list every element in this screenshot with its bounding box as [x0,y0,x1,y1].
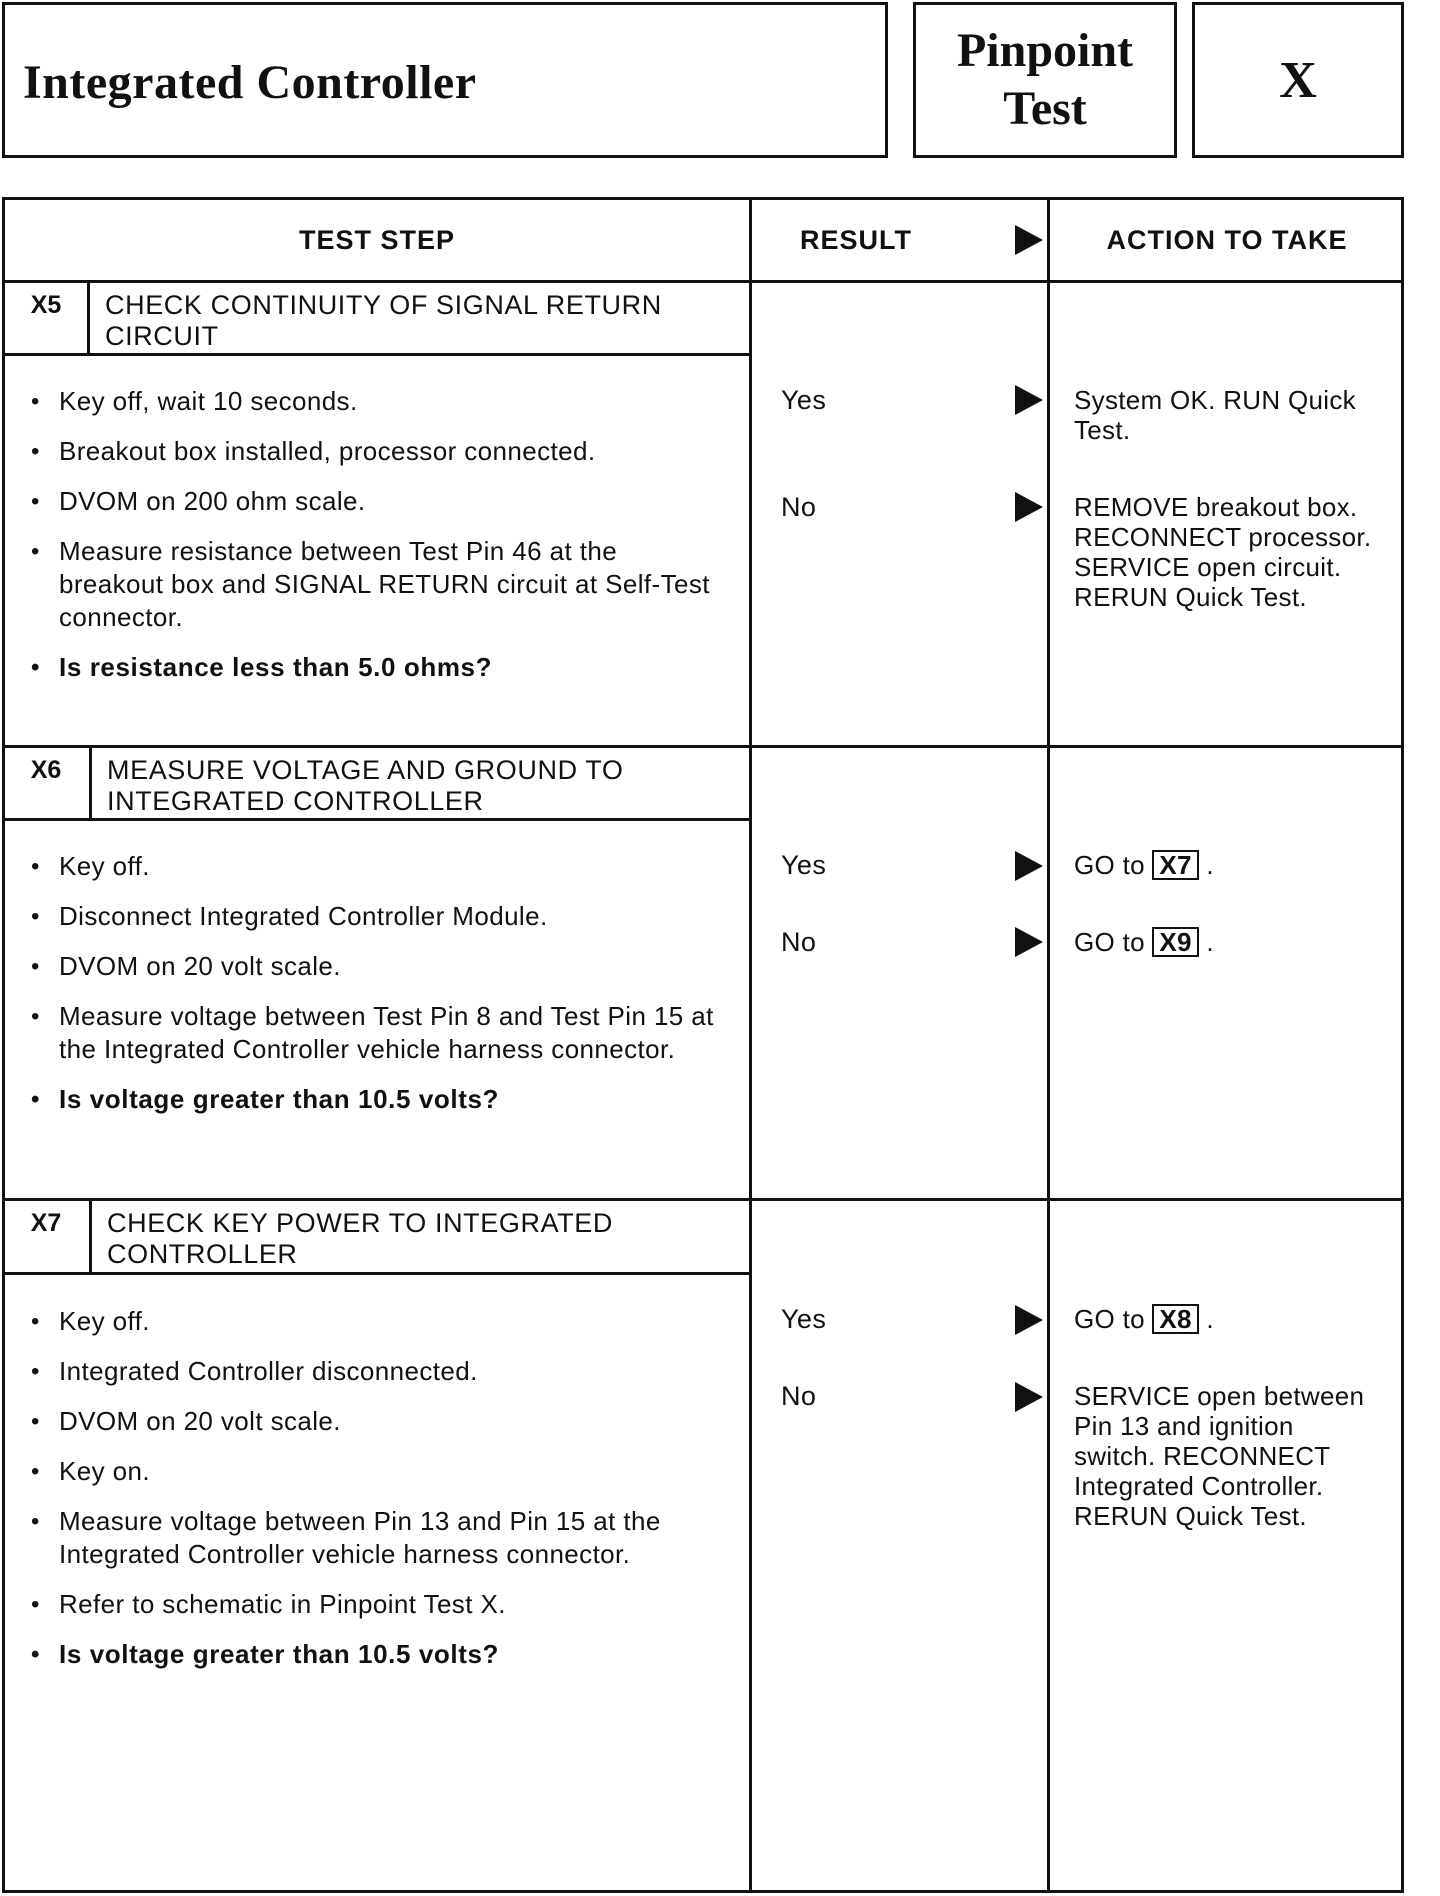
instruction-item: • Refer to schematic in Pinpoint Test X. [31,1588,731,1621]
title-box [2,2,888,158]
action-yes-x5: System OK. RUN Quick Test. [1074,385,1356,445]
step-divider [5,1198,1401,1201]
pinpoint-table [2,197,1404,1893]
pinpoint-line1: Pinpoint [956,24,1134,77]
step-ref-x9[interactable]: X9 [1152,927,1198,957]
step-question: • Is voltage greater than 10.5 volts? [31,1083,731,1116]
action-suffix: . [1206,1304,1214,1334]
action-suffix: . [1206,850,1214,880]
instruction-item: • DVOM on 200 ohm scale. [31,485,731,518]
header-divider [5,280,1401,283]
result-arrow-icon [1015,385,1043,415]
pinpoint-test-label [957,22,1133,138]
action-no-x5: REMOVE breakout box. RECONNECT processor. SERVICE open circuit. RERUN Quick Test. [1074,492,1372,612]
step-id-divider [87,280,90,353]
instruction-item: • Key off, wait 10 seconds. [31,385,731,418]
instruction-item: • Breakout box installed, processor connected. [31,435,731,468]
step-id-divider [89,745,92,818]
result-yes-x6: Yes [781,850,827,880]
header-test-step: TEST STEP [298,224,456,255]
instruction-item: • Measure voltage between Test Pin 8 and Test Pin 15 at the Integrated Controller vehicle harness connector. [31,1000,749,1066]
instruction-item: • Measure resistance between Test Pin 46 at the breakout box and SIGNAL RETURN circuit at Self-Test connector. [31,535,719,634]
result-arrow-icon [1015,927,1043,957]
result-no-x7: No [781,1381,817,1411]
step-id-x5: X5 [30,291,62,319]
step-divider [5,745,1401,748]
action-goto-text: GO to [1074,927,1145,957]
header-action: ACTION TO TAKE [1106,224,1348,255]
action-yes-x6 [1074,850,1404,880]
step-title-x7: CHECK KEY POWER TO INTEGRATED CONTROLLER [107,1208,613,1269]
step-question: • Is voltage greater than 10.5 volts? [31,1638,731,1671]
result-arrow-icon [1015,851,1043,881]
action-goto-text: GO to [1074,1304,1145,1334]
step-title-x6: MEASURE VOLTAGE AND GROUND TO INTEGRATED CONTROLLER [107,755,624,816]
step-title-x5: CHECK CONTINUITY OF SIGNAL RETURN CIRCUIT [105,290,662,351]
action-suffix: . [1206,927,1214,957]
instruction-item: • Integrated Controller disconnected. [31,1355,731,1388]
result-no-x6: No [781,927,817,957]
section-box [1192,2,1404,158]
step-question: • Is resistance less than 5.0 ohms? [31,651,731,684]
step-ref-x7[interactable]: X7 [1152,850,1198,880]
step-id-divider [89,1198,92,1272]
instruction-item: • DVOM on 20 volt scale. [31,950,731,983]
column-divider [1047,200,1050,1890]
instruction-item: • Key off. [31,1305,731,1338]
section-letter: X [1279,51,1317,109]
action-goto-text: GO to [1074,850,1145,880]
step-id-x7: X7 [30,1209,62,1237]
header-result: RESULT [800,224,912,255]
pinpoint-line2: Test [1003,82,1087,135]
action-no-x6 [1074,927,1404,957]
instruction-item: • Measure voltage between Pin 13 and Pin 15 at the Integrated Controller vehicle harness connector. [31,1505,719,1571]
result-no-x5: No [781,492,817,522]
result-arrow-icon [1015,225,1043,255]
result-arrow-icon [1015,1305,1043,1335]
instruction-item: • Key on. [31,1455,731,1488]
instruction-list-x7 [31,1305,731,1688]
instruction-item: • Key off. [31,850,731,883]
result-yes-x5: Yes [781,385,827,415]
instruction-list-x5 [31,385,731,701]
instruction-list-x6 [31,850,731,1133]
step-title-divider [5,818,749,821]
step-title-divider [5,353,749,356]
step-title-divider [5,1272,749,1275]
page-title: Integrated Controller [23,56,477,109]
result-yes-x7: Yes [781,1304,827,1334]
instruction-item: • DVOM on 20 volt scale. [31,1405,731,1438]
instruction-item: • Disconnect Integrated Controller Module. [31,900,731,933]
pinpoint-test-box [913,2,1177,158]
step-ref-x8[interactable]: X8 [1152,1304,1198,1334]
result-arrow-icon [1015,1382,1043,1412]
step-id-x6: X6 [30,756,62,784]
action-no-x7: SERVICE open between Pin 13 and ignition switch. RECONNECT Integrated Controller. RERUN Quick Test. [1074,1381,1365,1531]
result-arrow-icon [1015,492,1043,522]
action-yes-x7 [1074,1304,1404,1334]
column-divider [749,200,752,1890]
